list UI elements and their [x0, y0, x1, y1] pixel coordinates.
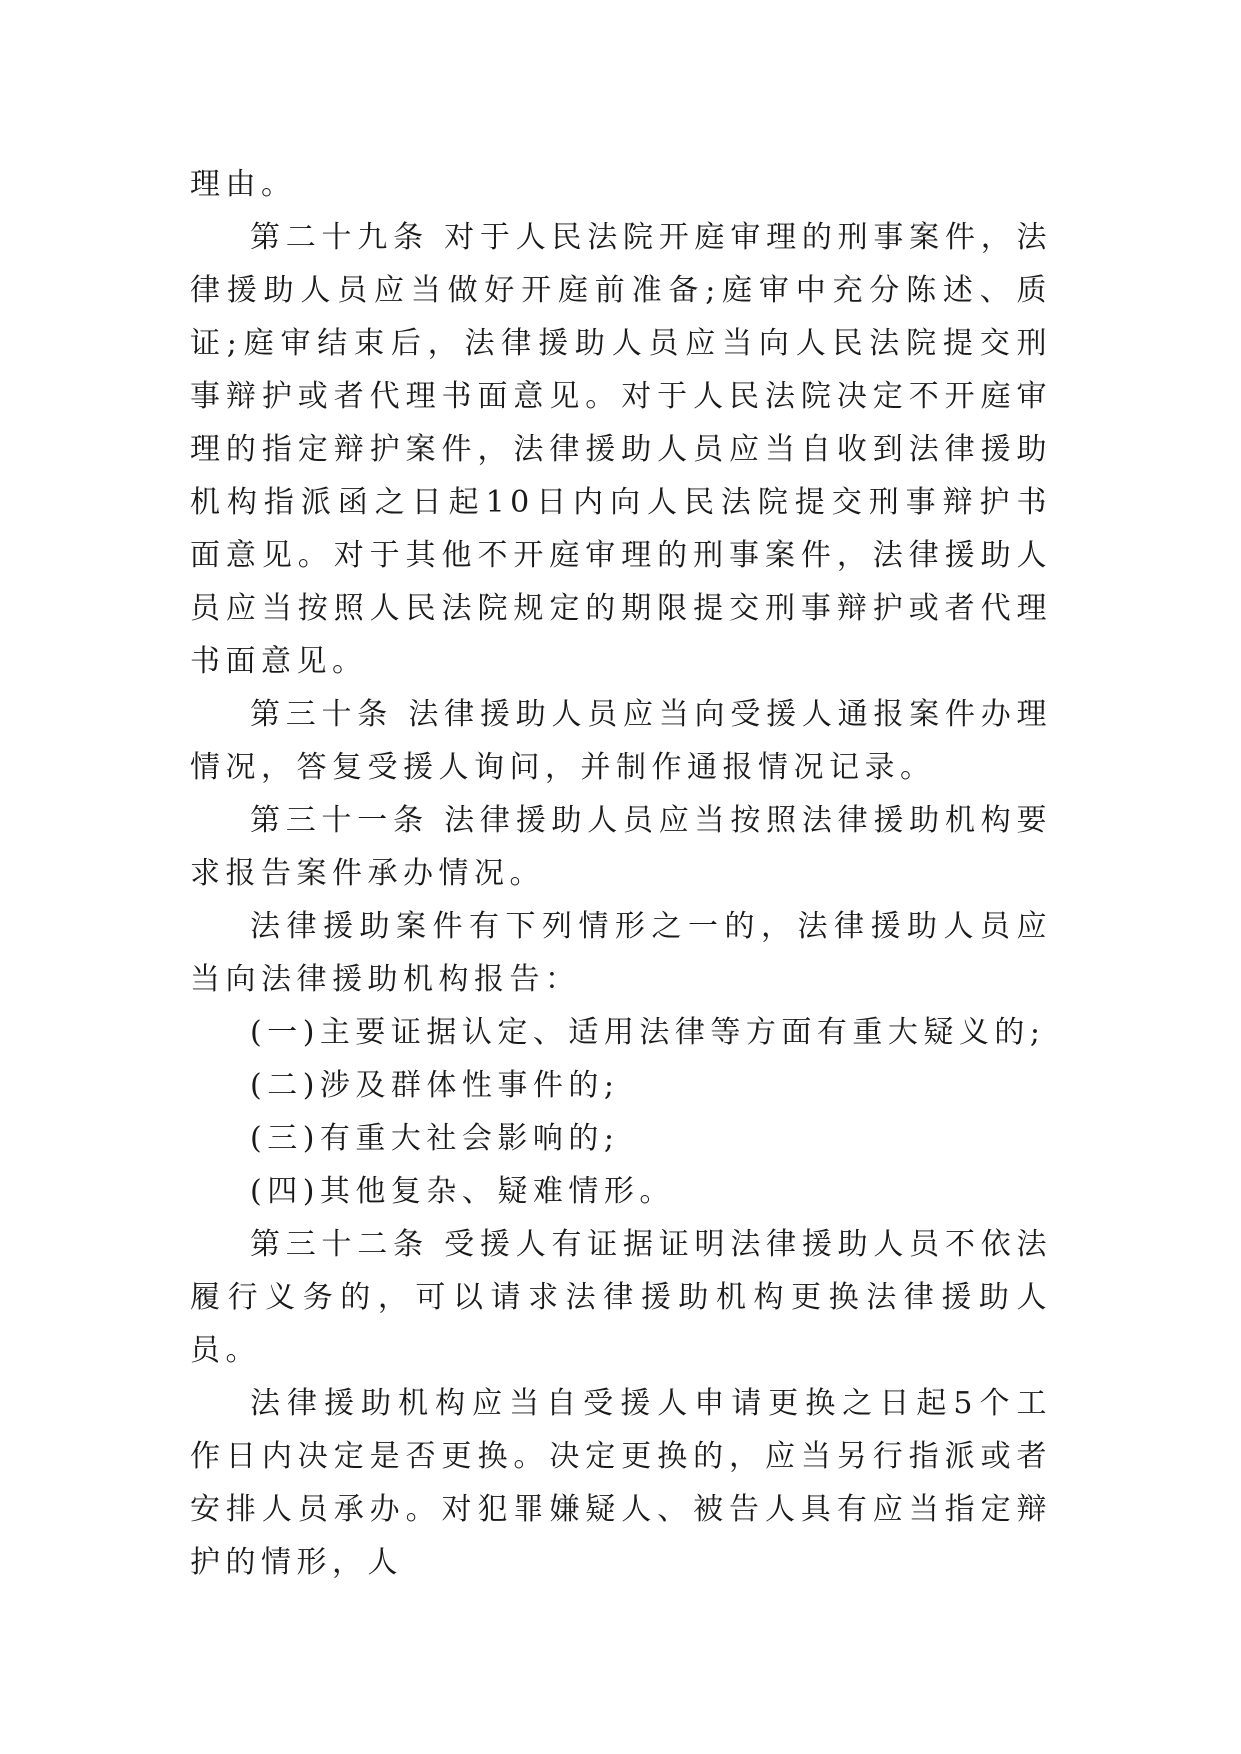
paragraph-article-31: 第三十一条 法律援助人员应当按照法律援助机构要求报告案件承办情况。: [190, 803, 1052, 891]
paragraph-article-30: 第三十条 法律援助人员应当向受援人通报案件办理情况，答复受援人询问，并制作通报情况记录。: [190, 697, 1052, 785]
list-item-3: (三)有重大社会影响的;: [250, 1121, 620, 1156]
paragraph-continuation: 理由。: [190, 167, 297, 202]
list-item-1: (一)主要证据认定、适用法律等方面有重大疑义的;: [250, 1015, 1046, 1050]
paragraph-article-32: 第三十二条 受援人有证据证明法律援助人员不依法履行义务的，可以请求法律援助机构更换法律援助人员。: [190, 1227, 1052, 1368]
document-page: [190, 158, 1052, 1589]
list-item-2: (二)涉及群体性事件的;: [250, 1068, 620, 1103]
paragraph-report-conditions: 法律援助案件有下列情形之一的，法律援助人员应当向法律援助机构报告：: [190, 909, 1052, 997]
paragraph-replacement-decision: 法律援助机构应当自受援人申请更换之日起5个工作日内决定是否更换。决定更换的，应当另行指派或者安排人员承办。对犯罪嫌疑人、被告人具有应当指定辩护的情形，人: [190, 1386, 1052, 1580]
paragraph-article-29: 第二十九条 对于人民法院开庭审理的刑事案件，法律援助人员应当做好开庭前准备;庭审中充分陈述、质证;庭审结束后，法律援助人员应当向人民法院提交刑事辩护或者代理书面意见。对于人民法院决定不开庭审理的指定辩护案件，法律援助人员应当自收到法律援助机构指派函之日起10日内向人民法院提交刑事辩护书面意见。对于其他不开庭审理的刑事案件，法律援助人员应当按照人民法院规定的期限提交刑事辩护或者代理书面意见。: [190, 220, 1052, 679]
list-item-4: (四)其他复杂、疑难情形。: [250, 1174, 675, 1209]
